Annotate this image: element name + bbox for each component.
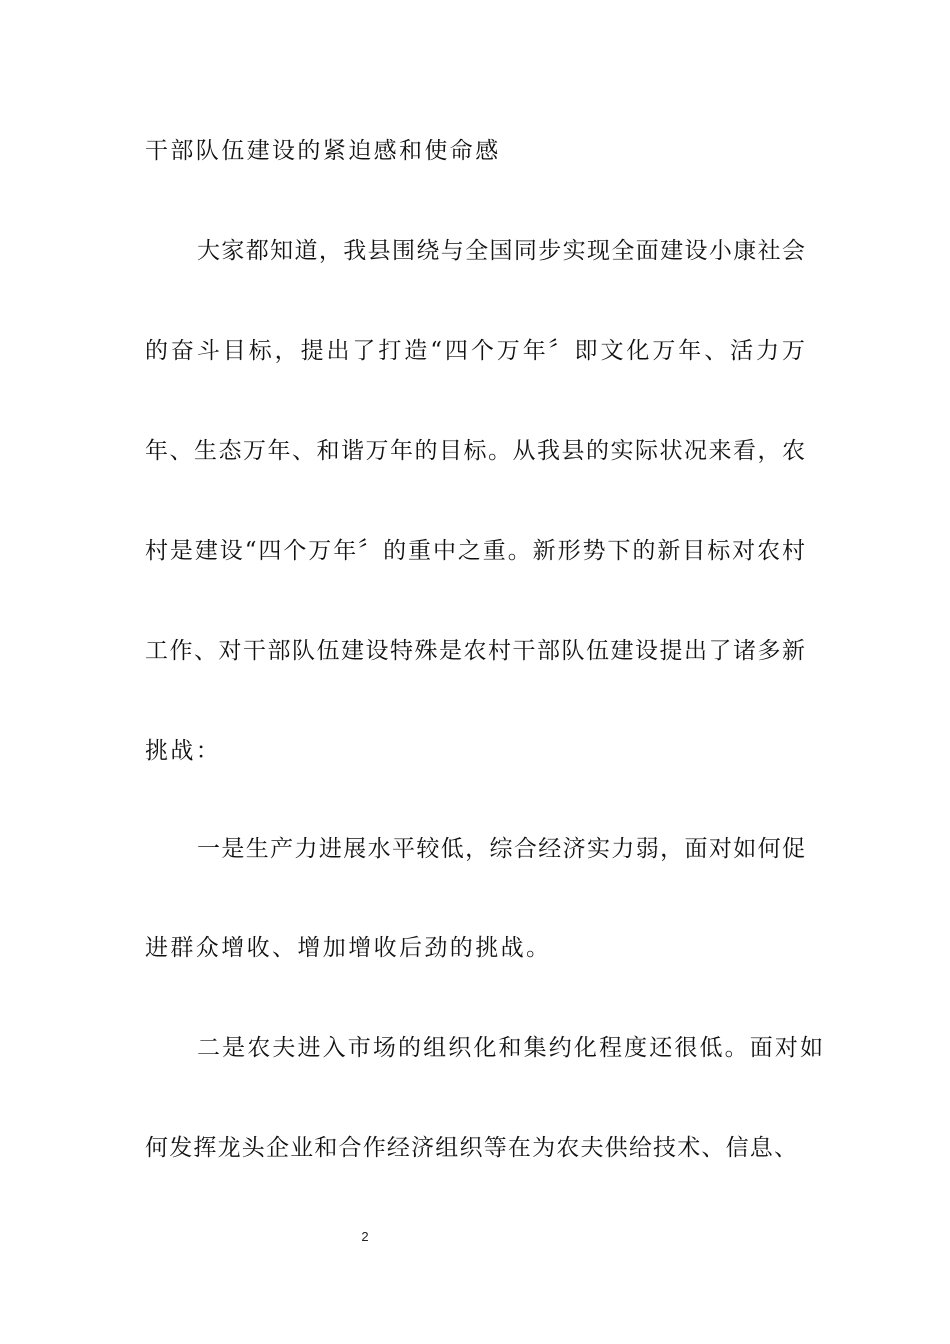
text-line-8: 一是生产力进展水平较低，综合经济实力弱，面对如何促 bbox=[197, 836, 805, 862]
text-line-5: 村是建设“四个万年〞的重中之重。新形势下的新目标对农村 bbox=[145, 538, 805, 564]
text-line-7: 挑战： bbox=[145, 738, 222, 764]
text-line-4: 年、生态万年、和谐万年的目标。从我县的实际状况来看，农 bbox=[145, 438, 805, 464]
text-line-11: 何发挥龙头企业和合作经济组织等在为农夫供给技术、信息、 bbox=[145, 1135, 797, 1161]
text-line-10: 二是农夫进入市场的组织化和集约化程度还很低。面对如 bbox=[197, 1035, 823, 1061]
text-line-3: 的奋斗目标，提出了打造“四个万年〞即文化万年、活力万 bbox=[145, 338, 805, 364]
text-line-1: 干部队伍建设的紧迫感和使命感 bbox=[145, 138, 501, 164]
text-line-2: 大家都知道，我县围绕与全国同步实现全面建设小康社会 bbox=[197, 238, 805, 264]
text-line-9: 进群众增收、增加增收后劲的挑战。 bbox=[145, 935, 552, 961]
page-number: 2 bbox=[361, 1229, 369, 1244]
text-line-6: 工作、对干部队伍建设特殊是农村干部队伍建设提出了诸多新 bbox=[145, 638, 805, 664]
